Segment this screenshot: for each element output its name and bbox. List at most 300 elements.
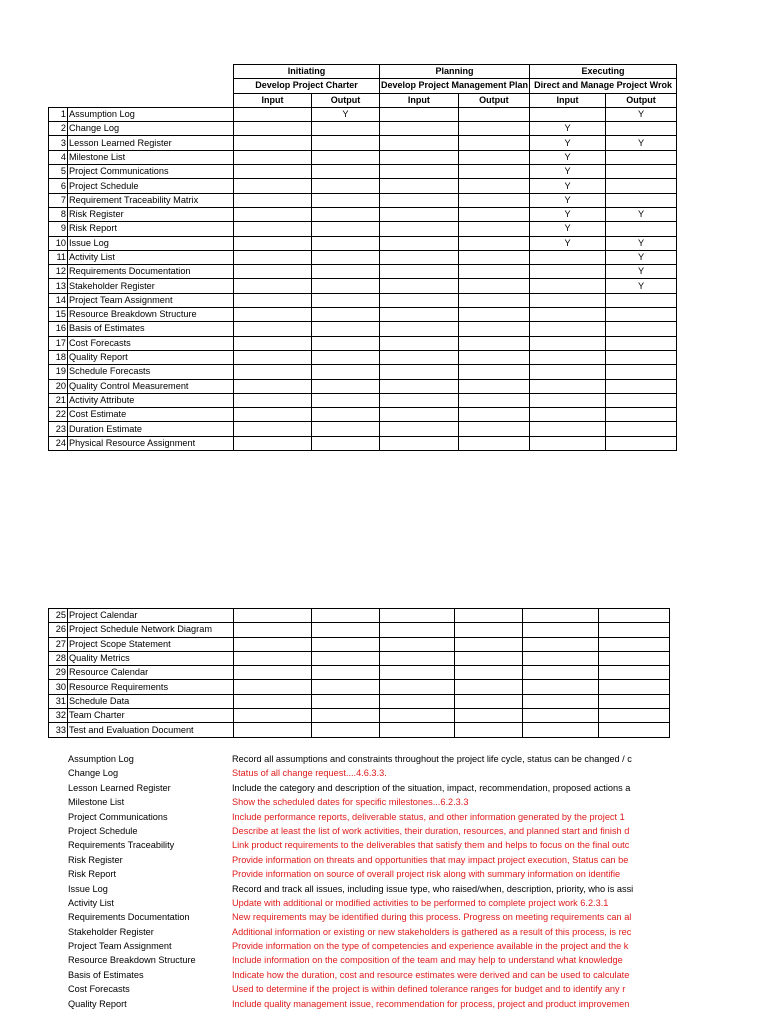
matrix-cell — [234, 207, 312, 221]
artifact-name: Basis of Estimates — [68, 322, 234, 336]
matrix-cell — [234, 723, 312, 737]
matrix-cell — [312, 136, 380, 150]
note-description: Include the category and description of the situation, impact, recommendation, proposed actions a — [232, 782, 631, 793]
note-description: Include quality management issue, recommendation for process, project and product improvemen — [232, 998, 630, 1009]
matrix-cell — [312, 236, 380, 250]
matrix-cell — [234, 436, 312, 450]
matrix-cell: Y — [606, 250, 677, 264]
note-description: Status of all change request....4.6.3.3. — [232, 768, 387, 779]
note-row — [68, 824, 768, 838]
matrix-cell — [606, 193, 677, 207]
note-row — [68, 752, 768, 766]
phase-planning: Planning — [380, 65, 530, 79]
artifact-name: Project Communications — [68, 165, 234, 179]
artifact-name: Physical Resource Assignment — [68, 436, 234, 450]
matrix-cell — [312, 150, 380, 164]
matrix-cell — [606, 165, 677, 179]
note-artifact: Basis of Estimates — [68, 969, 144, 980]
matrix-cell — [312, 293, 380, 307]
artifact-name: Project Scope Statement — [68, 637, 234, 651]
note-description: Show the scheduled dates for specific milestones...6.2.3.3 — [232, 797, 469, 808]
matrix-cell — [312, 250, 380, 264]
matrix-cell — [234, 408, 312, 422]
table-row — [49, 136, 677, 150]
matrix-cell: Y — [530, 165, 606, 179]
matrix-cell — [380, 651, 455, 665]
matrix-cell — [530, 422, 606, 436]
matrix-cell — [234, 322, 312, 336]
matrix-cell — [380, 122, 459, 136]
artifact-name: Team Charter — [68, 709, 234, 723]
row-number: 3 — [49, 136, 68, 150]
matrix-cell — [312, 165, 380, 179]
note-description: Update with additional or modified activities to be performed to complete project work 6.2.3.1 — [232, 897, 609, 908]
matrix-cell — [234, 308, 312, 322]
note-description: Record all assumptions and constraints throughout the project life cycle, status can be changed / c — [232, 754, 632, 764]
matrix-cell — [234, 265, 312, 279]
artifact-name: Quality Report — [68, 350, 234, 364]
artifact-name: Cost Estimate — [68, 408, 234, 422]
table-row — [49, 436, 677, 450]
matrix-cell — [234, 666, 312, 680]
matrix-cell — [312, 222, 380, 236]
matrix-cell — [380, 207, 459, 221]
matrix-cell — [455, 694, 523, 708]
matrix-cell — [458, 236, 529, 250]
note-artifact: Project Team Assignment — [68, 941, 172, 952]
row-number: 22 — [49, 408, 68, 422]
matrix-cell — [312, 637, 380, 651]
note-description: Include performance reports, deliverable status, and other information generated by the project 1 — [232, 811, 625, 822]
artifact-name: Issue Log — [68, 236, 234, 250]
row-number: 11 — [49, 250, 68, 264]
matrix-cell — [234, 222, 312, 236]
table-row — [49, 322, 677, 336]
process-header-row — [49, 79, 677, 93]
matrix-cell — [312, 365, 380, 379]
note-description: Include information on the composition of the team and may help to understand what knowledge — [232, 955, 623, 966]
matrix-cell — [458, 122, 529, 136]
matrix-cell: Y — [530, 136, 606, 150]
matrix-cell — [312, 723, 380, 737]
table-row — [49, 107, 677, 121]
matrix-cell: Y — [606, 207, 677, 221]
matrix-cell — [530, 279, 606, 293]
matrix-cell — [599, 609, 670, 623]
note-row — [68, 795, 768, 809]
matrix-cell — [380, 222, 459, 236]
matrix-cell — [530, 393, 606, 407]
matrix-cell — [530, 436, 606, 450]
process-matrix-table — [48, 64, 677, 451]
matrix-cell — [312, 350, 380, 364]
table-row — [49, 222, 677, 236]
note-artifact: Cost Forecasts — [68, 984, 130, 995]
matrix-cell — [312, 623, 380, 637]
note-description: Record and track all issues, including issue type, who raised/when, description, priority, who is assi — [232, 883, 634, 894]
row-number: 9 — [49, 222, 68, 236]
row-number: 28 — [49, 651, 68, 665]
row-number: 12 — [49, 265, 68, 279]
matrix-cell — [458, 136, 529, 150]
matrix-cell: Y — [606, 265, 677, 279]
matrix-cell — [523, 623, 599, 637]
note-row — [68, 766, 768, 780]
matrix-cell — [312, 279, 380, 293]
matrix-cell — [606, 336, 677, 350]
artifact-name: Milestone List — [68, 150, 234, 164]
artifact-name: Duration Estimate — [68, 422, 234, 436]
matrix-cell — [458, 179, 529, 193]
matrix-cell — [312, 336, 380, 350]
matrix-cell — [523, 680, 599, 694]
row-number: 29 — [49, 666, 68, 680]
artifact-name: Change Log — [68, 122, 234, 136]
matrix-cell — [380, 293, 459, 307]
matrix-cell — [380, 150, 459, 164]
matrix-cell — [380, 179, 459, 193]
matrix-cell — [530, 107, 606, 121]
matrix-cell: Y — [530, 236, 606, 250]
matrix-cell — [234, 609, 312, 623]
row-number: 1 — [49, 107, 68, 121]
matrix-cell — [458, 336, 529, 350]
artifact-name: Cost Forecasts — [68, 336, 234, 350]
row-number: 33 — [49, 723, 68, 737]
io-label: Input — [234, 93, 312, 107]
matrix-cell — [380, 365, 459, 379]
matrix-cell — [455, 666, 523, 680]
matrix-cell — [455, 623, 523, 637]
matrix-cell — [530, 336, 606, 350]
matrix-cell — [380, 379, 459, 393]
table-row — [49, 680, 670, 694]
matrix-cell — [458, 393, 529, 407]
table-row — [49, 165, 677, 179]
row-number: 15 — [49, 308, 68, 322]
matrix-cell — [380, 709, 455, 723]
matrix-cell — [455, 680, 523, 694]
matrix-cell — [380, 308, 459, 322]
matrix-cell — [530, 408, 606, 422]
matrix-cell — [380, 322, 459, 336]
artifact-name: Activity Attribute — [68, 393, 234, 407]
note-artifact: Requirements Traceability — [68, 840, 175, 851]
note-artifact: Resource Breakdown Structure — [68, 955, 196, 966]
matrix-cell — [530, 293, 606, 307]
note-artifact: Project Communications — [68, 811, 168, 822]
note-description: New requirements may be identified during this process. Progress on meeting requirements can al — [232, 912, 632, 923]
note-row — [68, 882, 768, 896]
artifact-name: Risk Report — [68, 222, 234, 236]
note-description: Additional information or existing or new stakeholders is gathered as a result of this process, is rec — [232, 926, 632, 937]
matrix-cell — [458, 207, 529, 221]
matrix-cell — [455, 709, 523, 723]
matrix-cell — [458, 308, 529, 322]
matrix-cell — [599, 623, 670, 637]
row-number: 19 — [49, 365, 68, 379]
matrix-cell — [380, 265, 459, 279]
matrix-cell — [234, 350, 312, 364]
matrix-cell — [312, 609, 380, 623]
note-artifact: Issue Log — [68, 883, 108, 894]
matrix-cell — [599, 723, 670, 737]
note-row — [68, 810, 768, 824]
process-develop-pm-plan: Develop Project Management Plan — [380, 79, 530, 93]
row-number: 27 — [49, 637, 68, 651]
matrix-cell — [380, 723, 455, 737]
matrix-cell: Y — [530, 222, 606, 236]
artifact-name: Requirement Traceability Matrix — [68, 193, 234, 207]
matrix-cell — [234, 651, 312, 665]
matrix-cell — [234, 379, 312, 393]
table-row — [49, 637, 670, 651]
process-direct-manage-work: Direct and Manage Project Wrok — [530, 79, 677, 93]
note-artifact: Assumption Log — [68, 754, 134, 764]
matrix-cell — [606, 122, 677, 136]
row-number: 5 — [49, 165, 68, 179]
matrix-cell — [380, 609, 455, 623]
table-row — [49, 308, 677, 322]
matrix-cell — [312, 179, 380, 193]
matrix-cell — [455, 651, 523, 665]
matrix-cell — [455, 637, 523, 651]
matrix-cell — [523, 666, 599, 680]
note-description: Link product requirements to the deliverables that satisfy them and helps to focus on the final outc — [232, 840, 630, 851]
matrix-cell — [458, 365, 529, 379]
phase-initiating: Initiating — [234, 65, 380, 79]
matrix-cell: Y — [606, 279, 677, 293]
matrix-cell — [458, 265, 529, 279]
note-row — [68, 953, 768, 967]
table-row — [49, 609, 670, 623]
matrix-cell — [458, 408, 529, 422]
matrix-cell — [530, 350, 606, 364]
matrix-cell — [458, 422, 529, 436]
matrix-cell — [455, 723, 523, 737]
matrix-cell: Y — [530, 122, 606, 136]
matrix-cell — [234, 623, 312, 637]
matrix-cell — [606, 293, 677, 307]
artifact-name: Resource Calendar — [68, 666, 234, 680]
matrix-cell — [234, 694, 312, 708]
table-row — [49, 393, 677, 407]
matrix-cell — [380, 107, 459, 121]
matrix-cell — [458, 165, 529, 179]
table-row — [49, 150, 677, 164]
table-row — [49, 422, 677, 436]
artifact-name: Resource Breakdown Structure — [68, 308, 234, 322]
matrix-cell — [458, 107, 529, 121]
io-label: Input — [380, 93, 459, 107]
matrix-cell — [380, 136, 459, 150]
matrix-cell — [380, 336, 459, 350]
matrix-cell — [380, 694, 455, 708]
matrix-cell — [380, 436, 459, 450]
matrix-cell — [312, 379, 380, 393]
matrix-cell — [458, 436, 529, 450]
matrix-cell — [312, 308, 380, 322]
note-description: Provide information on threats and opportunities that may impact project execution, Status can be — [232, 854, 629, 865]
matrix-cell — [234, 122, 312, 136]
matrix-cell: Y — [530, 193, 606, 207]
matrix-cell — [455, 609, 523, 623]
matrix-cell — [458, 193, 529, 207]
io-label: Input — [530, 93, 606, 107]
matrix-cell — [234, 150, 312, 164]
matrix-cell — [312, 422, 380, 436]
matrix-cell — [523, 637, 599, 651]
row-number: 20 — [49, 379, 68, 393]
artifact-name: Quality Metrics — [68, 651, 234, 665]
matrix-cell — [458, 150, 529, 164]
io-label: Output — [606, 93, 677, 107]
artifact-name: Assumption Log — [68, 107, 234, 121]
matrix-cell — [458, 379, 529, 393]
note-artifact: Project Schedule — [68, 825, 138, 836]
table-row — [49, 365, 677, 379]
process-matrix-body — [49, 65, 677, 451]
matrix-cell — [234, 709, 312, 723]
matrix-cell — [380, 422, 459, 436]
matrix-cell — [458, 279, 529, 293]
note-row — [68, 853, 768, 867]
row-number: 6 — [49, 179, 68, 193]
matrix-cell — [380, 408, 459, 422]
matrix-cell — [530, 322, 606, 336]
artifact-name: Test and Evaluation Document — [68, 723, 234, 737]
matrix-cell — [312, 393, 380, 407]
row-number: 4 — [49, 150, 68, 164]
matrix-cell — [234, 293, 312, 307]
row-number: 10 — [49, 236, 68, 250]
matrix-cell — [530, 379, 606, 393]
matrix-cell — [599, 709, 670, 723]
row-number: 17 — [49, 336, 68, 350]
row-number: 32 — [49, 709, 68, 723]
matrix-cell — [606, 393, 677, 407]
row-number: 31 — [49, 694, 68, 708]
table-row — [49, 694, 670, 708]
matrix-cell: Y — [530, 179, 606, 193]
note-row — [68, 997, 768, 1011]
io-label: Output — [312, 93, 380, 107]
matrix-cell — [234, 365, 312, 379]
table-row — [49, 179, 677, 193]
matrix-cell — [606, 350, 677, 364]
matrix-cell — [312, 651, 380, 665]
matrix-cell — [312, 193, 380, 207]
matrix-cell — [606, 179, 677, 193]
matrix-cell — [380, 623, 455, 637]
matrix-cell — [458, 293, 529, 307]
artifact-name: Requirements Documentation — [68, 265, 234, 279]
note-row — [68, 982, 768, 996]
matrix-cell — [458, 250, 529, 264]
artifact-name: Stakeholder Register — [68, 279, 234, 293]
matrix-cell — [606, 365, 677, 379]
matrix-cell — [380, 236, 459, 250]
matrix-cell — [599, 666, 670, 680]
matrix-cell — [606, 436, 677, 450]
matrix-cell — [380, 666, 455, 680]
phase-executing: Executing — [530, 65, 677, 79]
matrix-cell — [380, 680, 455, 694]
matrix-cell — [458, 222, 529, 236]
process-develop-charter: Develop Project Charter — [234, 79, 380, 93]
note-description: Provide information on the type of competencies and experience available in the project and the k — [232, 941, 629, 952]
matrix-cell — [312, 322, 380, 336]
row-number: 14 — [49, 293, 68, 307]
matrix-cell — [234, 193, 312, 207]
artifact-name: Risk Register — [68, 207, 234, 221]
row-number: 16 — [49, 322, 68, 336]
artifact-name: Resource Requirements — [68, 680, 234, 694]
matrix-cell — [312, 207, 380, 221]
note-artifact: Requirements Documentation — [68, 912, 190, 923]
matrix-cell — [523, 694, 599, 708]
matrix-cell — [530, 250, 606, 264]
note-artifact: Stakeholder Register — [68, 926, 154, 937]
note-artifact: Activity List — [68, 897, 114, 908]
artifact-name: Activity List — [68, 250, 234, 264]
artifact-name: Project Schedule — [68, 179, 234, 193]
matrix-cell — [312, 408, 380, 422]
matrix-cell — [599, 680, 670, 694]
matrix-cell — [458, 350, 529, 364]
matrix-cell — [234, 236, 312, 250]
matrix-cell — [530, 365, 606, 379]
note-row — [68, 867, 768, 881]
table-row — [49, 379, 677, 393]
note-artifact: Milestone List — [68, 797, 125, 808]
matrix-cell: Y — [606, 136, 677, 150]
note-artifact: Risk Register — [68, 854, 123, 865]
table-row — [49, 207, 677, 221]
matrix-cell — [606, 222, 677, 236]
note-row — [68, 968, 768, 982]
matrix-cell — [312, 436, 380, 450]
row-number: 26 — [49, 623, 68, 637]
phase-header-row — [49, 65, 677, 79]
table-row — [49, 279, 677, 293]
row-number: 7 — [49, 193, 68, 207]
table-row — [49, 236, 677, 250]
artifact-name: Lesson Learned Register — [68, 136, 234, 150]
matrix-cell — [312, 265, 380, 279]
matrix-cell — [606, 308, 677, 322]
table-row — [49, 250, 677, 264]
artifact-name: Schedule Data — [68, 694, 234, 708]
matrix-cell — [606, 322, 677, 336]
matrix-cell: Y — [530, 150, 606, 164]
matrix-cell — [312, 709, 380, 723]
note-description: Describe at least the list of work activities, their duration, resources, and planned start and finish d — [232, 825, 630, 836]
process-matrix-table-continued — [48, 608, 670, 738]
matrix-cell — [523, 723, 599, 737]
matrix-cell — [530, 265, 606, 279]
row-number: 8 — [49, 207, 68, 221]
table-row — [49, 709, 670, 723]
matrix-cell — [380, 350, 459, 364]
matrix-cell — [234, 279, 312, 293]
output-notes-list — [68, 752, 768, 1011]
table-row — [49, 336, 677, 350]
artifact-name: Quality Control Measurement — [68, 379, 234, 393]
table-row — [49, 122, 677, 136]
artifact-name: Schedule Forecasts — [68, 365, 234, 379]
matrix-cell — [606, 150, 677, 164]
